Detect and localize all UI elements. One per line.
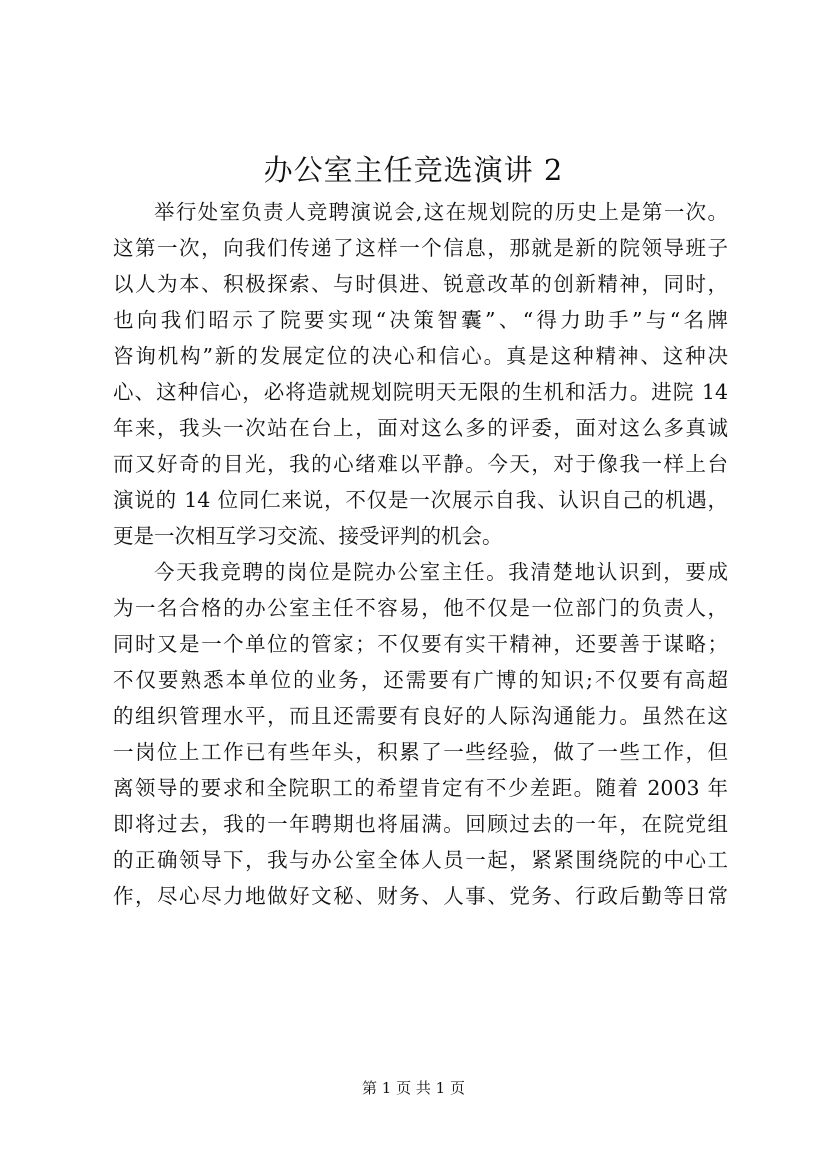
text-line: 同时又是一个单位的管家；不仅要有实干精神，还要善于谋略； [113,632,728,656]
text-line: 的组织管理水平，而且还需要有良好的人际沟通能力。虽然在这 [113,704,728,728]
text-line: 年来，我头一次站在台上，面对这么多的评委，面对这么多真诚 [113,416,728,440]
text-line: 今天我竞聘的岗位是院办公室主任。我清楚地认识到，要成 [154,560,728,584]
text-line: 这第一次，向我们传递了这样一个信息，那就是新的院领导班子 [113,236,728,260]
text-line: 作，尽心尽力地做好文秘、财务、人事、党务、行政后勤等日常 [113,884,728,908]
text-line: 为一名合格的办公室主任不容易，他不仅是一位部门的负责人， [113,596,728,620]
text-line: 而又好奇的目光，我的心绪难以平静。今天，对于像我一样上台 [113,452,728,476]
text-line: 演说的 14 位同仁来说，不仅是一次展示自我、认识自己的机遇， [113,488,728,512]
text-line: 一岗位上工作已有些年头，积累了一些经验，做了一些工作，但 [113,740,728,764]
text-line: 心、这种信心，必将造就规划院明天无限的生机和活力。进院 14 [113,380,728,404]
paragraph [113,194,728,554]
text-line: 咨询机构”新的发展定位的决心和信心。真是这种精神、这种决 [113,344,728,368]
paragraph [113,554,728,914]
text-line: 离领导的要求和全院职工的希望肯定有不少差距。随着 2003 年 [113,776,728,800]
text-line: 不仅要熟悉本单位的业务，还需要有广博的知识;不仅要有高超 [113,668,728,692]
text-line: 举行处室负责人竞聘演说会,这在规划院的历史上是第一次。 [154,200,728,224]
text-line: 以人为本、积极探索、与时俱进、锐意改革的创新精神，同时， [113,272,728,296]
text-line: 也向我们昭示了院要实现“决策智囊”、“得力助手”与“名牌 [113,308,728,332]
document-body [113,194,728,914]
text-line: 即将过去，我的一年聘期也将届满。回顾过去的一年，在院党组 [113,812,728,836]
text-line: 的正确领导下，我与办公室全体人员一起，紧紧围绕院的中心工 [113,848,728,872]
text-line: 更是一次相互学习交流、接受评判的机会。 [113,524,503,548]
page-footer: 第 1 页 共 1 页 [362,1079,465,1097]
page-title: 办公室主任竞选演讲 2 [263,153,564,187]
